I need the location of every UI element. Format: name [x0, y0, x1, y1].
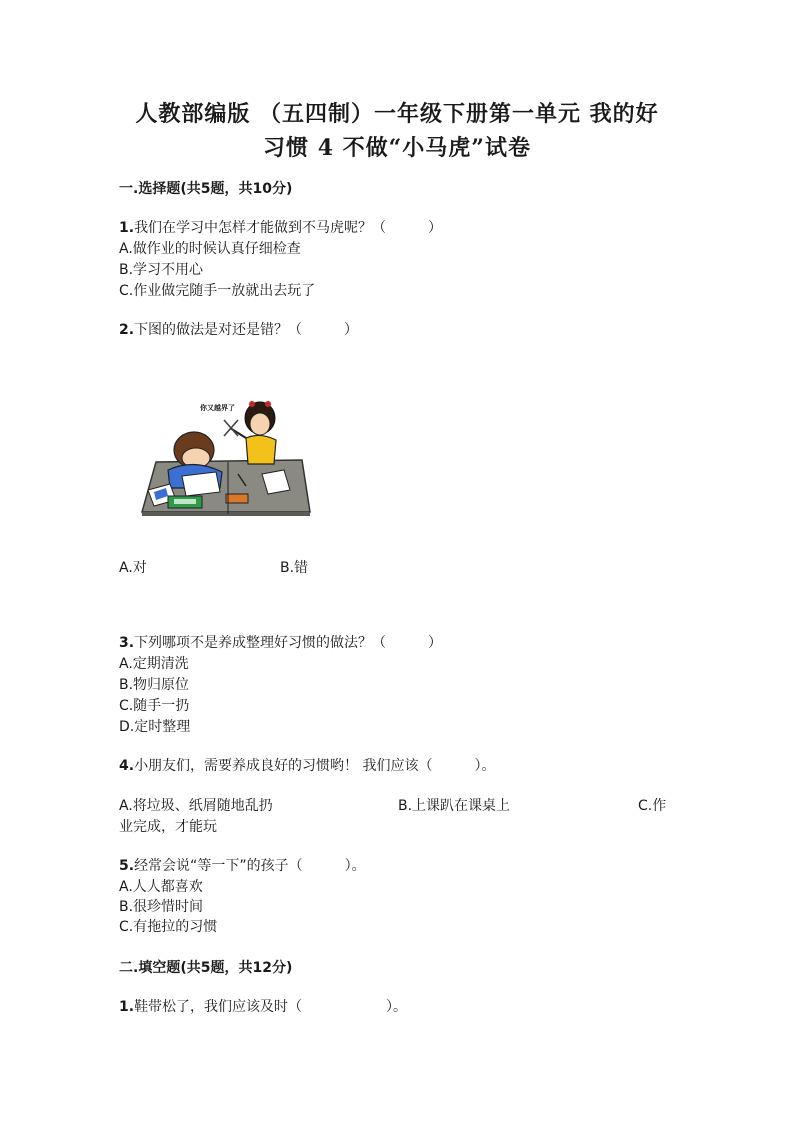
- option-a: A.将垃圾、纸屑随地乱扔: [119, 798, 273, 814]
- section-heading-choice: 一.选择题(共5题，共10分): [119, 181, 293, 197]
- question-stem: 小朋友们，需要养成良好的习惯哟！ 我们应该（ ）。: [134, 758, 496, 774]
- question-2: [119, 319, 358, 339]
- question-stem: 下列哪项不是养成整理好习惯的做法？（ ）: [134, 635, 443, 651]
- option-c: C.作: [638, 798, 667, 814]
- question-number: 1.: [119, 999, 135, 1015]
- question-4: [119, 755, 496, 775]
- option-b: B.错: [280, 560, 309, 576]
- option-b: B.很珍惜时间: [119, 899, 204, 915]
- question-stem: 我们在学习中怎样才能做到不马虎呢？（ ）: [134, 220, 443, 236]
- option-a: A.人人都喜欢: [119, 879, 203, 895]
- page-title-line-2: 习惯 4 不做“小马虎”试卷: [263, 135, 531, 161]
- option-c-continuation: 业完成，才能玩: [119, 819, 217, 835]
- question-1: [119, 217, 442, 237]
- option-b: B.物归原位: [119, 677, 190, 693]
- option-c: C.作业做完随手一放就出去玩了: [119, 283, 316, 299]
- section-heading-fill: 二.填空题(共5题，共12分): [119, 960, 293, 976]
- question-number: 1.: [119, 220, 135, 236]
- option-b: B.学习不用心: [119, 262, 204, 278]
- page-title-line-1: 人教部编版 （五四制）一年级下册第一单元 我的好: [135, 101, 659, 127]
- desk-illustration: [134, 392, 314, 518]
- option-b: B.上课趴在课桌上: [398, 798, 511, 814]
- question-number: 3.: [119, 635, 135, 651]
- option-a: A.对: [119, 560, 147, 576]
- option-a: A.定期清洗: [119, 656, 189, 672]
- fill-question-1: [119, 996, 407, 1016]
- question-5: [119, 855, 366, 875]
- option-d: D.定时整理: [119, 719, 191, 735]
- question-number: 2.: [119, 322, 135, 338]
- question-3: [119, 632, 442, 652]
- question-stem: 鞋带松了，我们应该及时（ ）。: [134, 999, 408, 1015]
- question-stem: 下图的做法是对还是错？（ ）: [134, 322, 359, 338]
- question-number: 5.: [119, 858, 135, 874]
- speech-text: 你又越界了: [200, 404, 235, 412]
- question-stem: 经常会说“等一下”的孩子（ ）。: [134, 858, 366, 874]
- option-c: C.有拖拉的习惯: [119, 919, 218, 935]
- option-a: A.做作业的时候认真仔细检查: [119, 241, 301, 257]
- option-c: C.随手一扔: [119, 698, 190, 714]
- question-number: 4.: [119, 758, 135, 774]
